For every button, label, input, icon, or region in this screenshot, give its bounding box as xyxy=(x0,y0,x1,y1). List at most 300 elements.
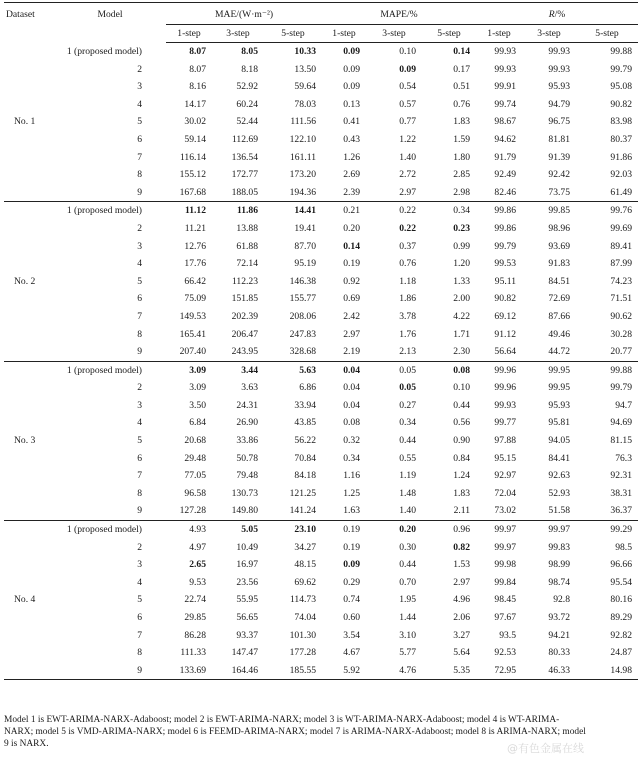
model-cell: 5 xyxy=(137,275,142,287)
value-cell: 3.54 xyxy=(343,629,360,641)
value-cell: 90.82 xyxy=(610,98,632,110)
value-cell: 87.70 xyxy=(294,240,316,252)
value-cell: 87.66 xyxy=(548,310,570,322)
value-cell: 99.93 xyxy=(494,46,516,57)
value-cell xyxy=(264,202,322,220)
value-cell: 94.21 xyxy=(548,629,570,641)
value-cell: 1.83 xyxy=(453,116,470,128)
table-row xyxy=(4,644,638,662)
table-row xyxy=(4,556,638,574)
table-row xyxy=(4,502,638,520)
value-cell: 92.8 xyxy=(553,594,570,606)
value-bold: 0.08 xyxy=(453,364,470,376)
value-cell: 8.16 xyxy=(189,81,206,93)
value-cell: 33.94 xyxy=(294,399,316,411)
value-cell: 0.09 xyxy=(343,81,360,93)
value-cell: 91.39 xyxy=(548,151,570,163)
value-cell: 22.74 xyxy=(184,594,206,606)
value-cell: 10.49 xyxy=(236,541,258,553)
value-cell: 50.78 xyxy=(236,452,258,464)
value-cell: 56.65 xyxy=(236,612,258,623)
value-cell: 3.09 xyxy=(189,382,206,394)
value-cell: 155.12 xyxy=(179,169,206,181)
value-cell: 1.16 xyxy=(343,470,360,482)
value-cell: 92.49 xyxy=(494,169,516,181)
value-cell xyxy=(322,43,366,61)
value-cell: 2.85 xyxy=(453,169,470,181)
value-cell: 98.67 xyxy=(494,116,516,128)
table-row xyxy=(4,609,638,627)
value-cell: 0.76 xyxy=(399,258,416,270)
value-cell xyxy=(422,539,476,557)
value-cell: 194.36 xyxy=(264,184,322,202)
table-row xyxy=(4,361,638,379)
value-cell: 73.75 xyxy=(522,184,576,202)
value-cell: 98.45 xyxy=(494,594,516,606)
value-cell: 72.95 xyxy=(494,664,516,676)
value-bold: 8.07 xyxy=(189,46,206,57)
table-row xyxy=(4,78,638,96)
value-cell: 99.95 xyxy=(548,364,570,376)
table-row xyxy=(4,343,638,361)
value-cell: 167.68 xyxy=(166,184,212,202)
value-cell: 0.17 xyxy=(453,63,470,75)
value-cell: 147.47 xyxy=(231,647,258,659)
value-bold: 10.33 xyxy=(294,46,316,57)
model-cell: 8 xyxy=(137,647,142,659)
value-cell: 155.77 xyxy=(289,293,316,305)
table-row xyxy=(4,326,638,344)
watermark: @有色金属在线 xyxy=(507,742,584,755)
value-cell xyxy=(366,521,422,539)
model-cell: 6 xyxy=(137,133,142,145)
value-cell: 91.86 xyxy=(610,151,632,163)
value-cell: 99.86 xyxy=(494,205,516,217)
value-cell: 98.5 xyxy=(615,541,632,553)
value-cell: 0.43 xyxy=(343,133,360,145)
value-cell: 96.66 xyxy=(610,559,632,571)
value-cell xyxy=(212,43,264,61)
table-row xyxy=(4,131,638,149)
table-row xyxy=(4,574,638,592)
table-row xyxy=(4,238,638,256)
value-cell: 177.28 xyxy=(289,647,316,659)
table-row xyxy=(4,149,638,167)
table-row xyxy=(4,414,638,432)
value-cell: 1.76 xyxy=(399,328,416,340)
value-cell xyxy=(166,43,212,61)
value-bold: 0.22 xyxy=(399,222,416,234)
table-row xyxy=(4,539,638,557)
value-cell: 66.42 xyxy=(184,275,206,287)
value-cell: 0.19 xyxy=(343,258,360,270)
value-cell: 56.64 xyxy=(476,343,522,361)
table-row xyxy=(4,61,638,79)
value-cell: 185.55 xyxy=(289,664,316,676)
value-cell: 8.07 xyxy=(189,63,206,75)
value-cell: 92.42 xyxy=(548,169,570,181)
table-row xyxy=(4,627,638,645)
value-cell xyxy=(264,361,322,379)
value-cell: 1.71 xyxy=(453,328,470,340)
value-bold: 5.05 xyxy=(241,524,258,536)
value-cell: 111.33 xyxy=(180,647,206,659)
value-cell: 99.93 xyxy=(548,46,570,57)
value-cell: 93.5 xyxy=(499,629,516,641)
value-cell: 94.7 xyxy=(615,399,632,411)
value-cell: 1.86 xyxy=(399,293,416,305)
step-header: 5-step xyxy=(264,25,322,43)
value-bold: 5.63 xyxy=(299,364,316,376)
value-cell: 3.63 xyxy=(241,382,258,394)
value-cell: 127.28 xyxy=(166,502,212,520)
value-cell: 20.68 xyxy=(184,435,206,447)
value-cell: 99.86 xyxy=(494,222,516,234)
value-cell: 0.41 xyxy=(343,116,360,128)
value-cell xyxy=(166,556,212,574)
value-cell xyxy=(212,361,264,379)
model-cell: 7 xyxy=(137,310,142,322)
value-cell: 2.69 xyxy=(343,169,360,181)
value-cell: 2.97 xyxy=(366,184,422,202)
value-cell xyxy=(322,556,366,574)
value-cell: 1.19 xyxy=(399,470,416,482)
model-cell: 6 xyxy=(137,452,142,464)
value-cell: 0.76 xyxy=(453,98,470,110)
model-cell: 3 xyxy=(137,81,142,93)
value-cell: 0.22 xyxy=(399,205,416,217)
value-cell: 79.48 xyxy=(236,470,258,482)
value-cell: 2.19 xyxy=(322,343,366,361)
dataset-label: No. 4 xyxy=(14,594,36,606)
value-cell: 4.76 xyxy=(399,664,416,676)
value-cell: 130.73 xyxy=(231,487,258,499)
value-cell: 99.79 xyxy=(610,382,632,394)
table-row xyxy=(4,397,638,415)
value-cell: 149.80 xyxy=(212,502,264,520)
value-cell: 114.73 xyxy=(289,594,316,606)
step-header: 1-step xyxy=(476,25,522,43)
value-cell: 173.20 xyxy=(289,169,316,181)
value-cell: 207.40 xyxy=(166,343,212,361)
value-cell: 0.99 xyxy=(453,240,470,252)
value-cell: 1.44 xyxy=(399,612,416,623)
value-cell: 98.96 xyxy=(548,222,570,234)
table-row xyxy=(4,290,638,308)
step-header: 3-step xyxy=(522,25,576,43)
value-cell: 0.77 xyxy=(399,116,416,128)
value-cell: 90.82 xyxy=(494,293,516,305)
model-cell: 1 (proposed model) xyxy=(66,45,142,57)
value-cell: 1.24 xyxy=(453,470,470,482)
value-cell: 2.72 xyxy=(399,169,416,181)
value-cell: 99.88 xyxy=(610,364,632,376)
model-cell: 9 xyxy=(137,664,142,676)
model-cell: 5 xyxy=(137,116,142,128)
value-cell: 0.10 xyxy=(399,46,416,57)
value-cell: 93.37 xyxy=(236,629,258,641)
value-cell: 112.23 xyxy=(231,275,258,287)
model-cell: 2 xyxy=(137,222,142,234)
value-cell: 99.79 xyxy=(494,240,516,252)
model-cell: 9 xyxy=(54,343,166,361)
value-cell: 116.14 xyxy=(179,151,206,163)
value-cell: 95.08 xyxy=(610,81,632,93)
value-cell: 99.98 xyxy=(494,559,516,571)
value-cell: 0.74 xyxy=(343,594,360,606)
model-cell: 1 (proposed model) xyxy=(66,205,142,217)
value-cell: 4.93 xyxy=(189,524,206,536)
value-cell: 3.78 xyxy=(399,310,416,322)
value-cell: 1.59 xyxy=(453,133,470,145)
value-cell: 76.3 xyxy=(615,452,632,464)
value-cell: 75.09 xyxy=(184,293,206,305)
header-r xyxy=(476,3,638,25)
value-cell: 0.30 xyxy=(399,541,416,553)
value-cell: 0.44 xyxy=(399,559,416,571)
value-cell: 1.20 xyxy=(453,258,470,270)
value-cell: 0.34 xyxy=(453,205,470,217)
value-cell: 0.70 xyxy=(399,576,416,588)
value-cell: 4.67 xyxy=(343,647,360,659)
value-cell: 0.96 xyxy=(453,524,470,536)
value-cell: 188.05 xyxy=(212,184,264,202)
value-cell: 80.16 xyxy=(610,594,632,606)
value-cell: 1.53 xyxy=(453,559,470,571)
value-bold: 2.65 xyxy=(189,559,206,571)
value-cell: 1.22 xyxy=(399,133,416,145)
header-mape: MAPE/% xyxy=(322,3,476,25)
value-cell: 80.33 xyxy=(548,647,570,659)
value-cell: 2.06 xyxy=(453,612,470,623)
value-bold: 11.86 xyxy=(236,205,258,217)
value-cell: 72.69 xyxy=(548,293,570,305)
value-cell: 99.88 xyxy=(610,46,632,57)
value-cell: 4.96 xyxy=(453,594,470,606)
value-cell: 99.97 xyxy=(494,541,516,553)
value-cell: 149.53 xyxy=(179,310,206,322)
value-cell: 6.86 xyxy=(299,382,316,394)
value-cell: 99.83 xyxy=(548,541,570,553)
value-cell: 92.82 xyxy=(610,629,632,641)
value-cell: 3.50 xyxy=(189,399,206,411)
value-cell: 99.74 xyxy=(494,98,516,110)
table-row xyxy=(4,273,638,291)
value-cell: 84.51 xyxy=(548,275,570,287)
value-cell: 2.98 xyxy=(422,184,476,202)
value-cell: 95.93 xyxy=(548,399,570,411)
value-cell: 99.96 xyxy=(494,382,516,394)
model-cell: 2 xyxy=(137,382,142,394)
value-cell: 0.34 xyxy=(343,452,360,464)
value-cell: 0.51 xyxy=(453,81,470,93)
model-cell: 3 xyxy=(137,559,142,571)
value-cell: 95.15 xyxy=(494,452,516,464)
step-header: 3-step xyxy=(212,25,264,43)
value-cell: 0.90 xyxy=(453,435,470,447)
value-cell: 208.06 xyxy=(289,310,316,322)
value-cell: 73.02 xyxy=(476,502,522,520)
value-cell: 4.22 xyxy=(453,310,470,322)
value-cell: 99.85 xyxy=(548,205,570,217)
value-cell: 48.15 xyxy=(294,559,316,571)
value-cell: 0.27 xyxy=(399,399,416,411)
value-cell: 99.93 xyxy=(494,63,516,75)
value-cell: 0.56 xyxy=(453,417,470,429)
value-cell: 94.69 xyxy=(610,417,632,429)
value-cell: 99.84 xyxy=(494,576,516,588)
value-cell: 89.41 xyxy=(610,240,632,252)
value-bold: 3.09 xyxy=(189,364,206,376)
model-cell: 4 xyxy=(137,576,142,588)
model-cell: 9 xyxy=(54,184,166,202)
value-cell: 99.79 xyxy=(610,63,632,75)
table-row xyxy=(4,662,638,680)
value-cell: 34.27 xyxy=(294,541,316,553)
value-cell: 4.97 xyxy=(189,541,206,553)
value-cell: 2.97 xyxy=(453,576,470,588)
value-cell: 69.12 xyxy=(494,310,516,322)
value-cell: 121.25 xyxy=(289,487,316,499)
value-cell: 0.21 xyxy=(343,205,360,217)
value-bold: 0.82 xyxy=(453,541,470,553)
value-cell: 92.31 xyxy=(610,470,632,482)
value-cell: 70.84 xyxy=(294,452,316,464)
value-cell: 2.39 xyxy=(322,184,366,202)
dataset-label: No. 2 xyxy=(4,202,54,361)
value-cell: 0.08 xyxy=(343,417,360,429)
value-cell: 122.10 xyxy=(289,133,316,145)
value-cell: 14.17 xyxy=(184,98,206,110)
value-cell: 80.37 xyxy=(610,133,632,145)
value-cell: 2.11 xyxy=(422,502,476,520)
model-cell: 7 xyxy=(137,151,142,163)
value-cell: 49.46 xyxy=(548,328,570,340)
value-cell: 99.76 xyxy=(610,205,632,217)
value-cell: 84.18 xyxy=(294,470,316,482)
model-cell: 1 (proposed model) xyxy=(66,364,142,376)
value-cell: 23.56 xyxy=(236,576,258,588)
results-table xyxy=(4,2,638,680)
value-cell: 16.97 xyxy=(236,559,258,571)
value-cell: 0.04 xyxy=(343,399,360,411)
value-cell: 29.85 xyxy=(184,612,206,623)
value-cell: 0.60 xyxy=(343,612,360,623)
value-bold: 0.23 xyxy=(453,222,470,234)
table-row xyxy=(4,467,638,485)
value-cell: 141.24 xyxy=(264,502,322,520)
header-r-unit: /% xyxy=(554,9,566,20)
value-cell: 164.46 xyxy=(231,664,258,676)
value-cell: 0.29 xyxy=(343,576,360,588)
value-cell: 1.95 xyxy=(399,594,416,606)
table-row xyxy=(4,591,638,609)
value-cell: 1.83 xyxy=(453,487,470,499)
value-cell: 5.92 xyxy=(343,664,360,676)
value-cell: 98.99 xyxy=(548,559,570,571)
value-cell: 99.97 xyxy=(548,524,570,536)
value-bold: 3.44 xyxy=(241,364,258,376)
value-cell: 101.30 xyxy=(289,629,316,641)
value-cell: 0.19 xyxy=(343,524,360,536)
value-cell: 30.02 xyxy=(184,116,206,128)
value-cell: 52.92 xyxy=(236,81,258,93)
value-cell: 84.41 xyxy=(548,452,570,464)
value-cell: 5.35 xyxy=(453,664,470,676)
value-cell: 133.69 xyxy=(179,664,206,676)
value-cell: 90.62 xyxy=(610,310,632,322)
value-cell: 146.38 xyxy=(289,275,316,287)
dataset-label: No. 1 xyxy=(4,43,54,202)
value-cell: 172.77 xyxy=(231,169,258,181)
value-cell: 74.23 xyxy=(610,275,632,287)
value-cell: 0.05 xyxy=(399,364,416,376)
model-cell: 3 xyxy=(137,399,142,411)
value-cell: 13.50 xyxy=(294,63,316,75)
value-cell xyxy=(422,220,476,238)
dataset-label: No. 3 xyxy=(4,361,54,520)
value-cell: 165.41 xyxy=(179,328,206,340)
value-cell: 99.29 xyxy=(610,524,632,536)
value-cell: 0.20 xyxy=(343,222,360,234)
value-cell: 96.75 xyxy=(548,116,570,128)
model-cell: 6 xyxy=(137,612,142,623)
value-cell: 3.10 xyxy=(399,629,416,641)
value-cell: 52.93 xyxy=(548,487,570,499)
value-cell: 14.98 xyxy=(610,664,632,676)
value-cell: 17.76 xyxy=(184,258,206,270)
value-cell: 2.97 xyxy=(343,328,360,340)
value-cell: 1.40 xyxy=(399,151,416,163)
value-cell: 59.64 xyxy=(294,81,316,93)
value-cell: 2.30 xyxy=(422,343,476,361)
value-cell: 1.80 xyxy=(453,151,470,163)
value-cell: 99.53 xyxy=(494,258,516,270)
value-cell: 26.90 xyxy=(236,417,258,429)
value-cell: 0.34 xyxy=(399,417,416,429)
value-cell: 20.77 xyxy=(576,343,638,361)
table-footnote: Model 1 is EWT-ARIMA-NARX-Adaboost; model 2 is EWT-ARIMA-NARX; model 3 is WT-ARIMA-NARX-Adaboost; model 4 is WT-ARIMA-NARX; model 5 is VMD-ARIMA-NARX; model 6 is FEEMD-ARIMA-NARX; model 7 is ARIMA-NARX-Adaboost; model 8 is ARIMA-NARX; model 9 is NARX. xyxy=(4,715,586,750)
value-cell: 43.85 xyxy=(294,417,316,429)
value-cell: 2.42 xyxy=(343,310,360,322)
value-bold: 0.05 xyxy=(399,382,416,394)
header-dataset: Dataset xyxy=(6,9,35,20)
table-row xyxy=(4,379,638,397)
value-cell: 243.95 xyxy=(212,343,264,361)
value-cell: 99.91 xyxy=(494,81,516,93)
value-cell: 247.83 xyxy=(289,328,316,340)
value-cell: 95.54 xyxy=(610,576,632,588)
value-cell: 72.14 xyxy=(236,258,258,270)
value-cell: 0.32 xyxy=(343,435,360,447)
table-row xyxy=(4,485,638,503)
value-cell: 1.18 xyxy=(399,275,416,287)
value-cell: 0.55 xyxy=(399,452,416,464)
value-cell: 0.37 xyxy=(399,240,416,252)
value-cell: 99.96 xyxy=(494,364,516,376)
table-row xyxy=(4,96,638,114)
value-cell: 99.77 xyxy=(494,417,516,429)
value-cell: 0.04 xyxy=(343,382,360,394)
value-cell: 61.88 xyxy=(236,240,258,252)
value-cell: 19.41 xyxy=(294,222,316,234)
value-cell: 151.85 xyxy=(231,293,258,305)
value-cell xyxy=(366,61,422,79)
table-body xyxy=(4,43,638,680)
value-cell xyxy=(366,379,422,397)
value-bold: 0.20 xyxy=(399,524,416,536)
value-cell: 83.98 xyxy=(610,116,632,128)
